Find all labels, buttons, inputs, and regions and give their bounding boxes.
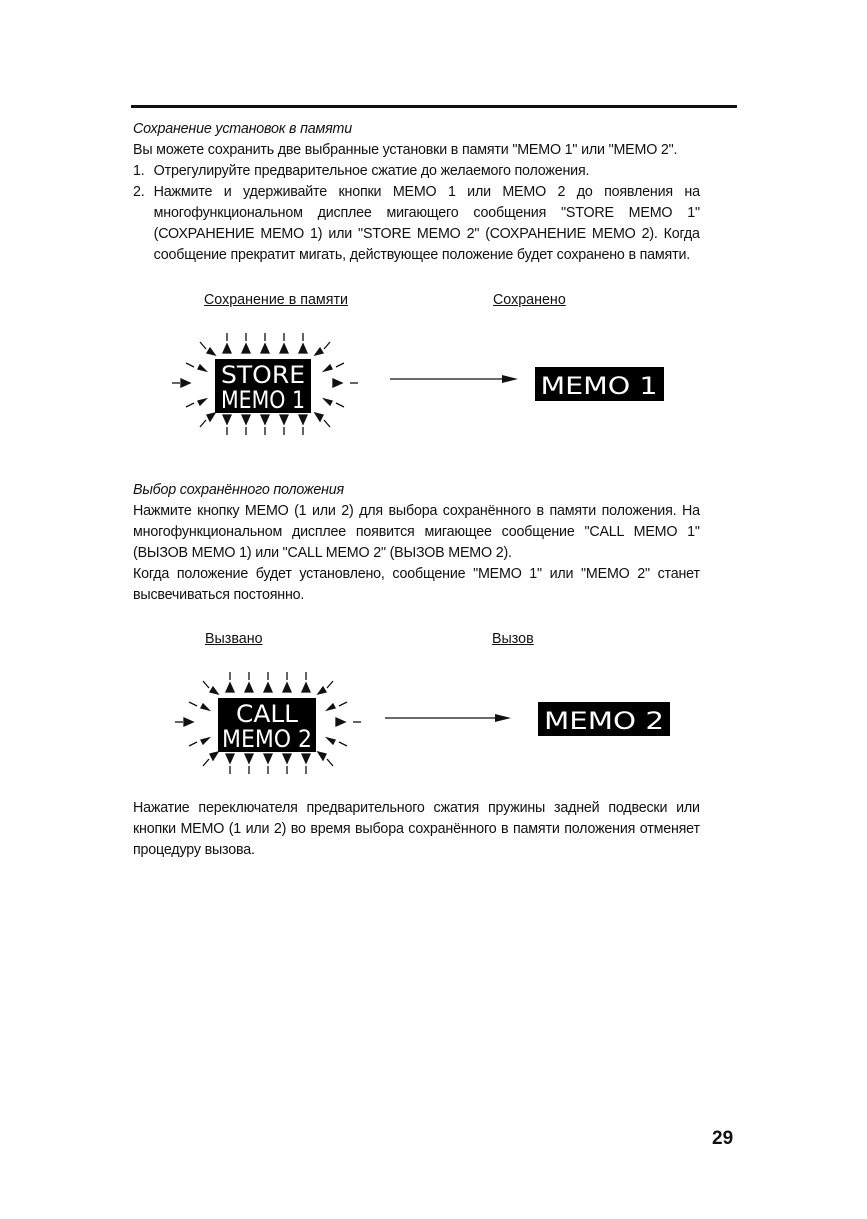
caption-store: Сохранение в памяти	[204, 291, 348, 308]
store-diagram	[0, 325, 867, 455]
list-item	[133, 181, 700, 265]
lcd-line-2: MEMO 1	[221, 386, 305, 414]
section-store-text	[133, 118, 700, 265]
recall-diagram	[0, 664, 867, 794]
note-text: Нажатие переключателя предварительного сжатия пружины задней подвески или кнопки MEMO (1 или 2) во время выбора сохранённого в памяти положения отменяет процедуру вызова.	[133, 799, 700, 858]
intro-paragraph: Вы можете сохранить две выбранные установки в памяти "MEMO 1" или "MEMO 2".	[133, 141, 678, 158]
list-number: 2.	[133, 183, 145, 200]
arrow-right-icon	[385, 714, 511, 722]
lcd-result-text: MEMO 2	[544, 707, 664, 735]
top-rule	[131, 105, 737, 108]
list-text: Нажмите и удерживайте кнопки MEMO 1 или MEMO 2 до появления на многофункциональном дисплее мигающего сообщения "STORE MEMO 1" (СОХРАНЕНИЕ MEMO 1) или "STORE MEMO 2" (СОХРАНЕНИЕ MEMO 2). Когда сообщение прекратит мигать, действующее положение будет сохранено в памяти.	[153, 183, 700, 263]
lcd-line-2: MEMO 2	[222, 725, 312, 753]
lcd-result-text: MEMO 1	[540, 372, 658, 400]
arrow-right-icon	[390, 375, 518, 383]
section-recall-text	[133, 479, 700, 605]
caption-call: Вызов	[492, 630, 534, 647]
list-text: Отрегулируйте предварительное сжатие до желаемого положения.	[153, 162, 590, 179]
page-number: 29	[712, 1128, 734, 1149]
section-heading: Выбор сохранённого положения	[133, 481, 345, 498]
note-paragraph	[133, 797, 700, 860]
list-item	[133, 160, 700, 181]
lcd-line-1: CALL	[236, 700, 299, 728]
paragraph: Нажмите кнопку MEMO (1 или 2) для выбора сохранённого в памяти положения. На многофункциональном дисплее появится мигающее сообщение "CALL MEMO 1" (ВЫЗОВ MEMO 1) или "CALL MEMO 2" (ВЫЗОВ MEMO 2).	[133, 502, 700, 561]
section-heading: Сохранение установок в памяти	[133, 120, 352, 137]
list-number: 1.	[133, 162, 145, 179]
lcd-line-1: STORE	[221, 361, 305, 389]
paragraph: Когда положение будет установлено, сообщение "MEMO 1" или "MEMO 2" станет высвечиваться постоянно.	[133, 565, 700, 603]
caption-called: Вызвано	[205, 630, 263, 647]
caption-stored: Сохранено	[493, 291, 566, 308]
